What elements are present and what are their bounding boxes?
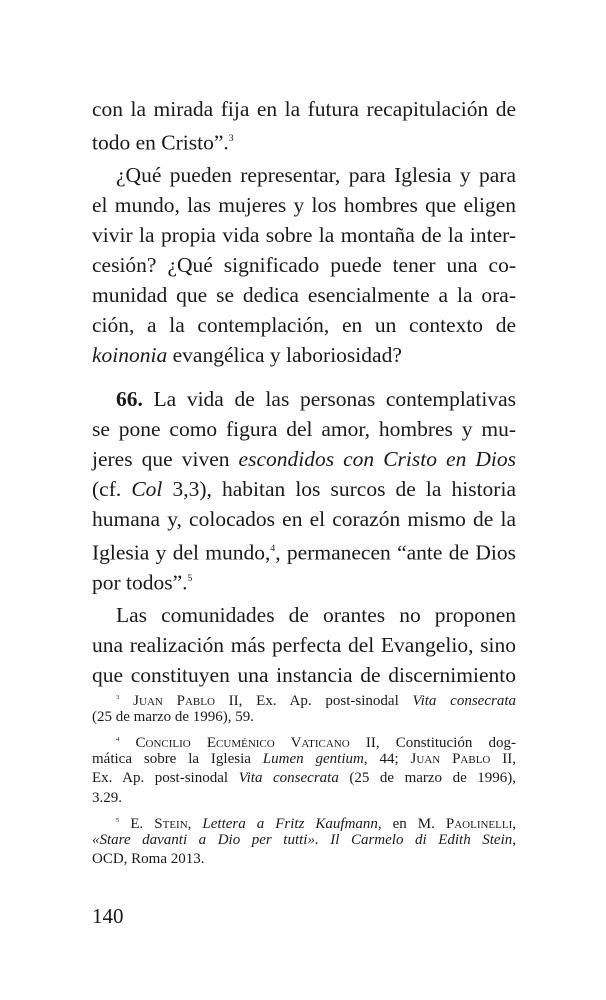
body-text [92, 94, 516, 690]
text-run: ¿Qué pueden representar, para Iglesia y para [116, 163, 516, 187]
text-run: cesión? ¿Qué significado puede tener una co- [92, 253, 516, 277]
text-run: por todos”. [92, 570, 188, 595]
text-run [119, 735, 135, 751]
text-run: munidad que se dedica esencialmente a la ora- [92, 283, 516, 307]
text-run: Lumen gentium [262, 750, 364, 767]
text-line [92, 660, 516, 690]
text-run: , 44; [363, 750, 411, 767]
footnote-line [92, 789, 516, 809]
footnotes [92, 688, 516, 870]
text-line [92, 250, 516, 280]
text-run: con la mirada fija en la futura recapitulación de [92, 97, 516, 121]
text-run [119, 693, 133, 709]
text-run: todo en Cristo”. [92, 130, 229, 155]
text-run: Vita consecrata [412, 693, 516, 710]
text-run: mática sobre la Iglesia [92, 750, 263, 767]
footnote-line [92, 811, 516, 831]
text-run: 3,3), habitan los surcos de la historia [162, 477, 516, 501]
footnote-line [92, 688, 516, 708]
footnote-line [92, 750, 516, 770]
footnote-marker: 5 [116, 817, 120, 824]
text-run: (25 de marzo de 1996), 59. [92, 708, 255, 725]
text-run: Ex. Ap. post-sinodal [92, 770, 239, 786]
footnote-line [92, 850, 516, 870]
text-line [92, 310, 516, 340]
text-run: escondidos con Cristo en Dios [238, 447, 516, 471]
text-line [92, 414, 516, 444]
text-line [92, 630, 516, 660]
footnote-line [92, 708, 516, 728]
text-run: OCD, Roma 2013. [92, 851, 205, 867]
text-run: vivir la propia vida sobre la montaña de la inter- [92, 223, 516, 247]
text-run: Juan Pablo [133, 693, 215, 710]
text-run: una realización más perfecta del Evangelio, sino [92, 633, 516, 657]
text-run: koinonia [92, 343, 168, 367]
text-line [92, 474, 516, 504]
text-run: , permanecen “ante de Dios [275, 540, 516, 565]
text-run: ción, a la contemplación, en un contexto de [92, 313, 516, 337]
text-line [92, 340, 516, 370]
footnote-line [92, 769, 516, 789]
text-line [92, 444, 516, 474]
text-line [92, 94, 516, 124]
text-run: jeres que viven [92, 447, 239, 471]
text-run: Col [131, 477, 163, 501]
text-run: , en M. [377, 816, 446, 833]
text-run: , [187, 816, 203, 833]
text-line [92, 600, 516, 630]
footnote-line [92, 730, 516, 750]
text-line [92, 160, 516, 190]
text-run: II, [490, 750, 516, 767]
text-run: II, Constitución dog- [349, 735, 517, 752]
text-line [92, 190, 516, 220]
text-run: La vida de las personas contemplativas [142, 387, 516, 411]
text-run: Iglesia y del mundo, [92, 540, 271, 565]
text-run: Concilio Ecuménico Vaticano [135, 735, 350, 752]
footnote-line [92, 831, 516, 851]
text-line [92, 504, 516, 534]
text-run: «Stare davanti a Dio per tutti». Il Carmelo di Edith Stein [92, 831, 513, 848]
text-run: Lettera a Fritz Kaufmann [202, 816, 378, 833]
text-run: que constituyen una instancia de discernimiento [92, 663, 516, 687]
text-run: Paolinelli [445, 816, 513, 833]
text-run: II, Ex. Ap. post-sinodal [214, 693, 413, 710]
text-line [92, 534, 516, 564]
text-line [92, 124, 516, 154]
text-run: , [512, 831, 516, 848]
text-run: (cf. [92, 477, 132, 501]
footnote-marker: 4 [270, 543, 276, 554]
text-run: se pone como figura del amor, hombres y mu- [92, 417, 516, 441]
text-run: (25 de marzo de 1996), [338, 770, 517, 786]
text-run: Las comunidades de orantes no proponen [116, 603, 516, 627]
text-run: Stein [154, 816, 188, 833]
footnote-marker: 4 [116, 736, 120, 743]
page-number: 140 [92, 904, 124, 928]
text-run: el mundo, las mujeres y los hombres que eligen [92, 193, 516, 217]
text-run: humana y, colocados en el corazón mismo de la [92, 507, 516, 531]
footnote-marker: 3 [228, 133, 234, 144]
text-run: 66. [116, 387, 143, 411]
text-run: Vita consecrata [238, 770, 339, 786]
text-line [92, 564, 516, 594]
footnote-marker: 5 [187, 573, 193, 584]
text-run: E. [119, 816, 155, 833]
text-run: 3.29. [92, 789, 122, 806]
text-run: evangélica y laboriosidad? [167, 343, 402, 367]
text-line [92, 280, 516, 310]
text-line [92, 384, 516, 414]
footnote-marker: 3 [116, 694, 120, 701]
text-run: , [512, 816, 517, 833]
text-run: Juan Pablo [410, 750, 491, 767]
text-line [92, 220, 516, 250]
